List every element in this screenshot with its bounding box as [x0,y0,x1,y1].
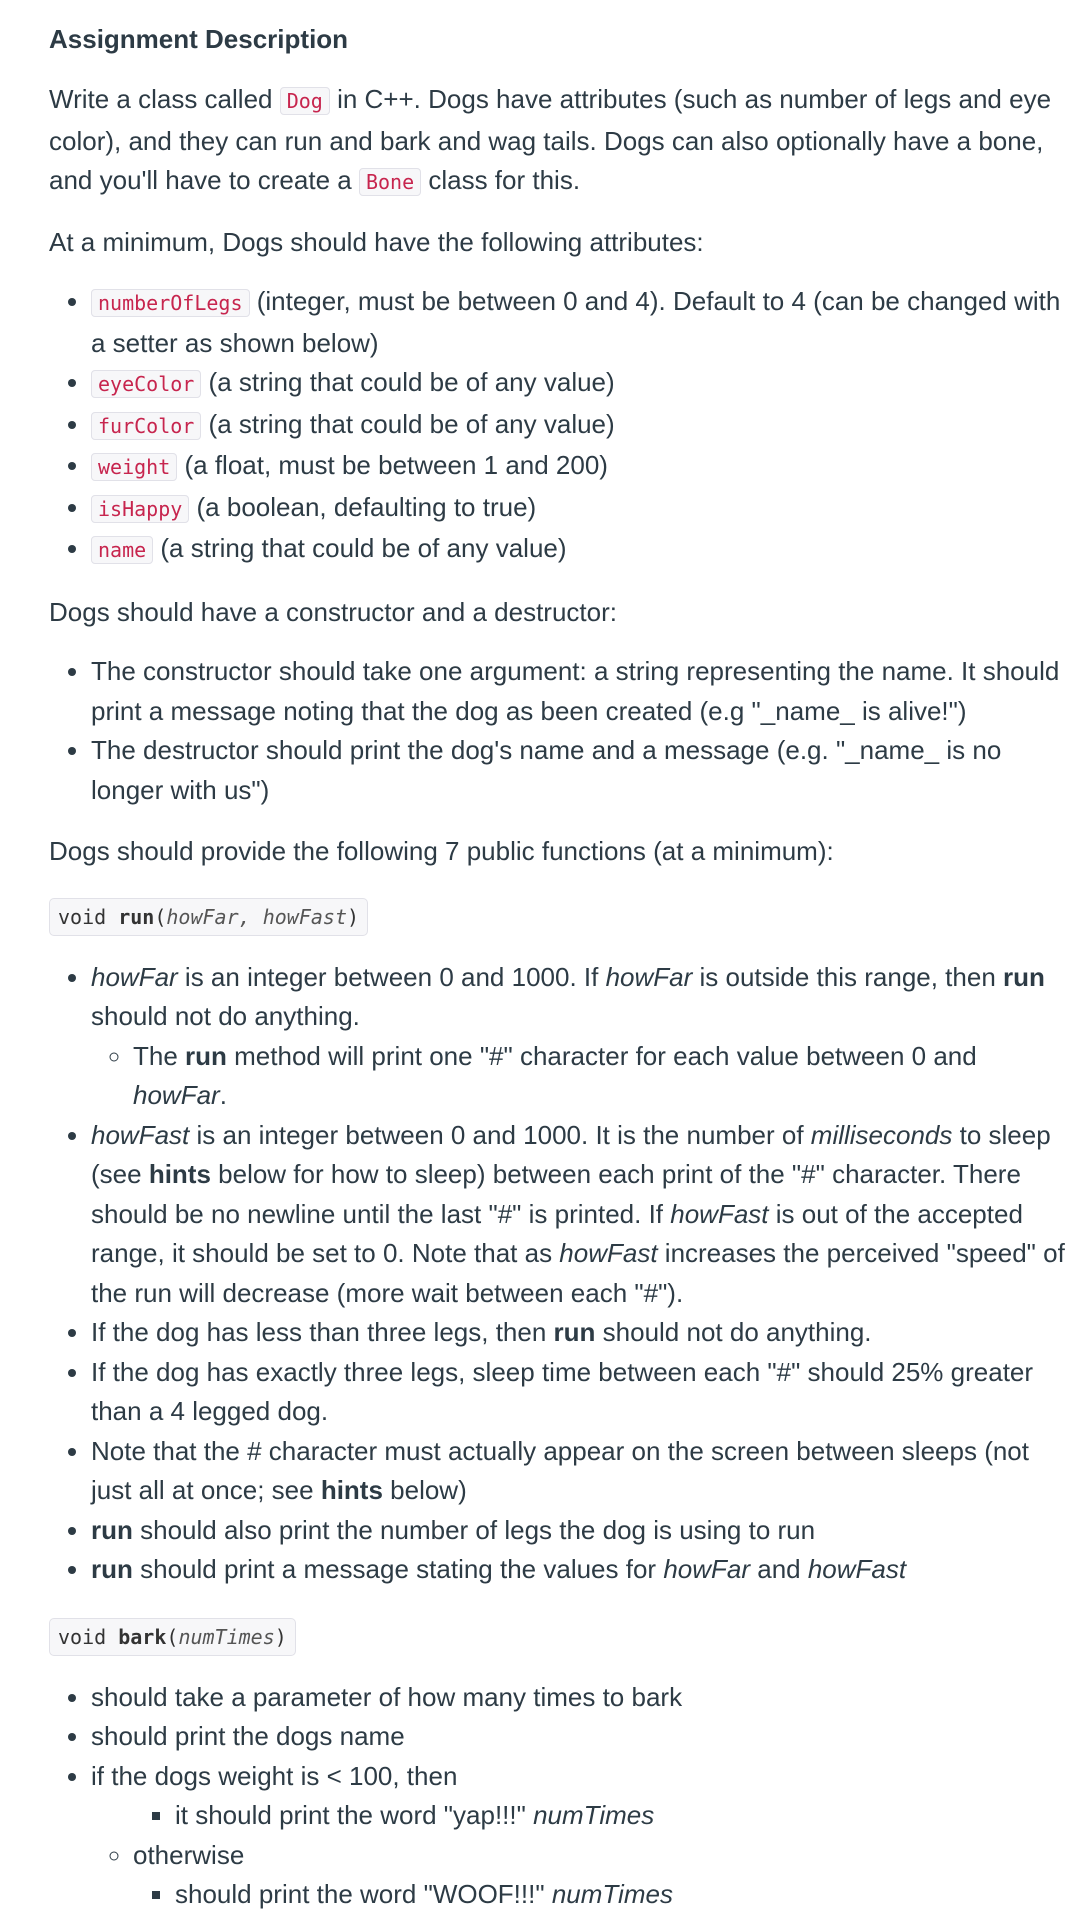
list-item [91,529,1066,571]
em-text: numTimes [533,1800,655,1830]
text: and [750,1554,808,1584]
sig-paren: ) [274,1624,287,1649]
strong-text: run [185,1040,227,1071]
list-item [91,446,1066,488]
em-text: numTimes [551,1879,673,1909]
list-item: • The destructor should print the dog's name and a message (e.g. "_name_ is no longer with us") [91,731,1066,810]
strong-text: hints [320,1475,383,1505]
attr-code: name [91,536,153,564]
text: should not do anything. [595,1317,872,1347]
strong-text: run [91,1554,133,1584]
bark-signature [49,1618,296,1656]
em-text: howFar [133,1080,220,1110]
em-text: howFar [91,961,178,992]
run-list [49,958,1066,1590]
intro-text-3: class for this. [421,165,581,195]
list-item [133,1796,1066,1836]
sig-name: run [118,904,155,929]
list-item [91,1116,1066,1314]
bark-sublist [91,1796,1066,1915]
text: below for how to sleep) between each print of the "#" character. There should be no newline until the last "#" is printed. If [91,1159,1021,1229]
list-item: • The constructor should take one argument: a string representing the name. It should print a message noting that the dog as been created (e.g "_name_ is alive!") [91,652,1066,731]
text: otherwise [133,1839,245,1870]
ctor-intro: Dogs should have a constructor and a destructor: [49,596,617,627]
text: is outside this range, then [692,961,1004,992]
list-item [91,488,1066,530]
bark-woof-list [133,1875,1066,1915]
intro-text-1: Write a class called [49,84,280,114]
text: should also print the number of legs the dog is using to run [132,1514,816,1545]
intro-paragraph [49,80,1066,203]
em-text: howFast [91,1119,190,1150]
text: Note that the # character must actually appear on the screen between sleeps (not just all at once; see [91,1435,1029,1505]
em-text: howFast [559,1238,658,1268]
list-item [133,1836,1066,1915]
list-item [91,958,1066,1116]
text: method will print one "#" character for each value between 0 and [226,1040,977,1071]
attr-code: furColor [91,412,201,440]
run-signature [49,898,368,936]
text: is an integer between 0 and 1000. It is the number of [189,1119,811,1150]
text: it should print the word "yap!!!" [175,1800,534,1830]
attr-desc: (a string that could be of any value) [201,367,615,397]
em-text: howFar [605,961,693,992]
dog-class-code: Dog [280,87,330,115]
list-item: • should print the dogs name [91,1717,1066,1757]
list-item [91,282,1066,363]
text: below) [382,1475,467,1505]
list-item [91,405,1066,447]
list-item [175,1875,1066,1915]
list-item [175,1796,1066,1836]
sig-name: bark [118,1624,167,1649]
sig-paren: ( [154,904,167,929]
em-text: howFast [670,1198,769,1229]
list-item [91,1511,1066,1551]
attr-code: weight [91,453,177,481]
run-sublist [91,1037,1066,1116]
list-item [91,1757,1066,1915]
text: should not do anything. [91,1001,360,1031]
list-item: • should take a parameter of how many times to bark [91,1678,1066,1718]
sig-params: howFar, howFast [166,904,348,929]
attributes-intro: At a minimum, Dogs should have the following attributes: [49,226,704,257]
sig-paren: ) [347,904,360,929]
assignment-heading: Assignment Description [49,24,349,54]
text: to sleep (see [91,1119,1051,1189]
list-item [91,363,1066,405]
attr-code: isHappy [91,495,189,523]
strong-text: hints [148,1159,211,1189]
attr-desc: (integer, must be between 0 and 4). Default to 4 (can be changed with a setter as shown below) [91,286,1061,358]
text: increases the perceived "speed" of the run will decrease (more wait between each "#"). [91,1238,1065,1308]
list-item [133,1037,1066,1116]
text: If the dog has less than three legs, then [91,1317,554,1347]
attr-desc: (a string that could be of any value) [201,408,615,439]
attr-desc: (a float, must be between 1 and 200) [177,450,608,480]
list-item: • If the dog has exactly three legs, sleep time between each "#" should 25% greater than a 4 legged dog. [91,1353,1066,1432]
list-item [91,1313,1066,1353]
bone-class-code: Bone [359,168,421,196]
em-text: milliseconds [810,1119,953,1150]
sig-paren: ( [166,1624,179,1649]
strong-text: run [91,1514,133,1545]
bark-list [49,1678,1066,1915]
ctor-list [49,652,1066,810]
text: is out of the accepted range, it should be set to 0. Note that as [91,1198,1023,1268]
em-text: howFar [663,1554,751,1584]
em-text: howFast [807,1554,907,1584]
sig-void: void [58,1624,119,1649]
text: . [219,1080,227,1110]
sig-void: void [58,904,119,929]
functions-intro: Dogs should provide the following 7 public functions (at a minimum): [49,836,834,866]
list-item [91,1432,1066,1511]
attributes-list [49,282,1066,571]
sig-params: numTimes [178,1624,275,1649]
attr-desc: (a string that could be of any value) [153,533,567,563]
text: if the dogs weight is < 100, then [91,1760,458,1791]
bark-yap-list [133,1796,1066,1836]
attr-code: numberOfLegs [91,289,250,317]
text: is an integer between 0 and 1000. If [177,961,606,992]
text: should print the word "WOOF!!!" [175,1879,552,1909]
attr-code: eyeColor [91,370,201,398]
strong-text: run [1003,961,1045,992]
intro-text-2: in C++. Dogs have attributes (such as number of legs and eye color), and they can run and bark and wag tails. Dogs can also optionally have a bone, and you'll have to create a [49,84,1052,195]
text: The [133,1040,186,1071]
strong-text: run [553,1317,596,1347]
attr-desc: (a boolean, defaulting to true) [189,491,537,522]
text: should print a message stating the values for [132,1554,664,1584]
list-item [91,1550,1066,1590]
